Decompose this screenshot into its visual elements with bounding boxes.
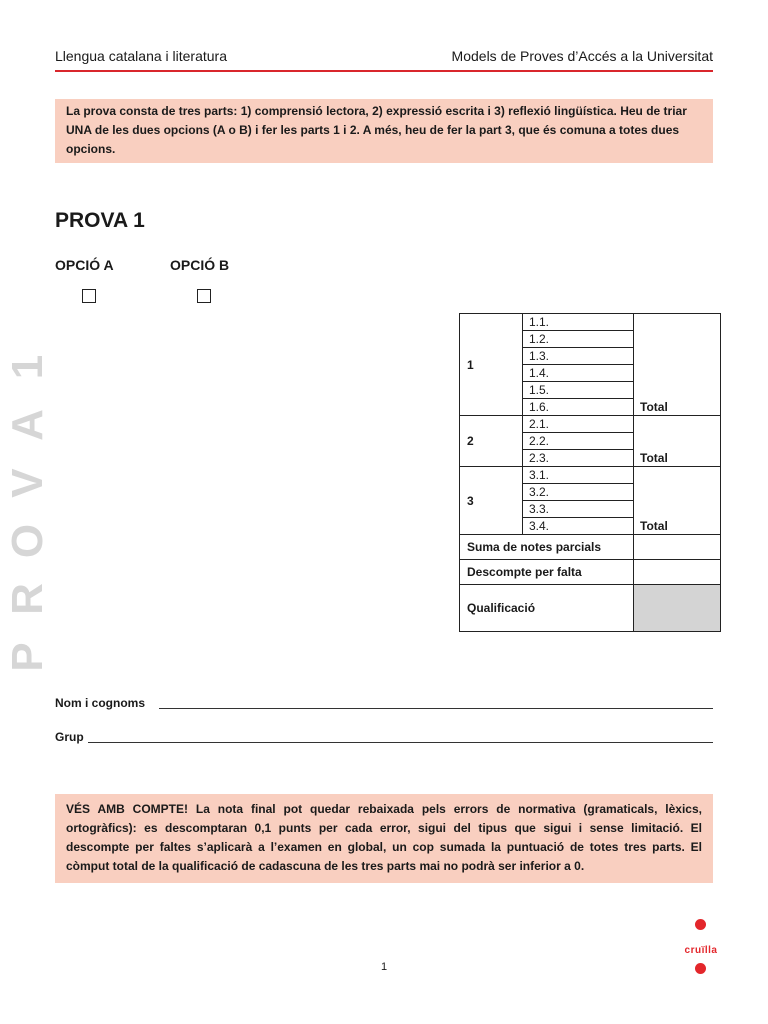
section-3-total[interactable]: Total	[634, 467, 721, 535]
option-b-label: OPCIÓ B	[170, 257, 230, 273]
header-divider	[55, 70, 713, 72]
section-1-total[interactable]: Total	[634, 314, 721, 416]
header-series: Models de Proves d’Accés a la Universitat	[451, 48, 713, 64]
side-letter: R	[3, 583, 52, 615]
header-subject: Llengua catalana i literatura	[55, 48, 228, 64]
name-label: Nom i cognoms	[55, 696, 146, 710]
option-a-checkbox[interactable]	[82, 289, 96, 303]
item-cell[interactable]: 1.5.	[523, 382, 634, 399]
side-letter: A	[3, 409, 52, 441]
name-input-line[interactable]	[159, 708, 713, 709]
warning-heading: VÉS AMB COMPTE!	[66, 802, 188, 816]
item-cell[interactable]: 1.6.	[523, 399, 634, 416]
table-row	[460, 560, 721, 585]
item-cell[interactable]: 2.2.	[523, 433, 634, 450]
discount-value-cell[interactable]	[634, 560, 721, 585]
table-row	[460, 535, 721, 560]
item-cell[interactable]: 3.2.	[523, 484, 634, 501]
group-label: Grup	[55, 730, 84, 744]
table-row	[460, 416, 721, 433]
section-1-label: 1	[460, 314, 523, 416]
table-row	[460, 314, 721, 331]
score-table	[459, 313, 721, 632]
item-cell[interactable]: 1.1.	[523, 314, 634, 331]
side-letter: O	[3, 523, 52, 559]
discount-label: Descompte per falta	[460, 560, 634, 585]
item-cell[interactable]: 2.3.	[523, 450, 634, 467]
page-title: PROVA 1	[55, 209, 145, 232]
option-a-label: OPCIÓ A	[55, 257, 114, 273]
grade-value-cell[interactable]	[634, 585, 721, 632]
grade-label: Qualificació	[460, 585, 634, 632]
sum-label: Suma de notes parcials	[460, 535, 634, 560]
sum-value-cell[interactable]	[634, 535, 721, 560]
table-row	[460, 467, 721, 484]
side-vertical-label	[3, 338, 52, 686]
logo-dot-icon	[695, 919, 706, 930]
section-3-label: 3	[460, 467, 523, 535]
page-number: 1	[380, 961, 388, 973]
side-letter: V	[3, 468, 52, 498]
table-row	[460, 585, 721, 632]
item-cell[interactable]: 1.4.	[523, 365, 634, 382]
item-cell[interactable]: 3.4.	[523, 518, 634, 535]
item-cell[interactable]: 1.3.	[523, 348, 634, 365]
item-cell[interactable]: 1.2.	[523, 331, 634, 348]
item-cell[interactable]: 2.1.	[523, 416, 634, 433]
section-2-total[interactable]: Total	[634, 416, 721, 467]
option-b-checkbox[interactable]	[197, 289, 211, 303]
item-cell[interactable]: 3.1.	[523, 467, 634, 484]
warning-body: La nota final pot quedar rebaixada pels errors de normativa (gramaticals, lèxics, ortogràfics): es descomptaran 0,1 punts per cada error, sigui del tipus que sigui i sense limitació. El descompte per faltes s’aplicarà a l’examen en global, un cop sumada la puntuació de totes tres parts. El còmput total de la qualificació de cadascuna de les tres parts mai no podrà ser inferior a 0.	[66, 802, 702, 873]
intro-notice: La prova consta de tres parts: 1) comprensió lectora, 2) expressió escrita i 3) reflexió lingüística. Heu de triar UNA de les dues opcions (A o B) i fer les parts 1 i 2. A més, heu de fer la part 3, que és comuna a totes dues opcions.	[55, 99, 713, 163]
group-input-line[interactable]	[88, 742, 713, 743]
side-letter: P	[3, 642, 52, 672]
side-letter: 1	[3, 354, 52, 380]
section-2-label: 2	[460, 416, 523, 467]
item-cell[interactable]: 3.3.	[523, 501, 634, 518]
logo-text: cruïlla	[684, 945, 718, 956]
warning-notice	[55, 794, 713, 883]
